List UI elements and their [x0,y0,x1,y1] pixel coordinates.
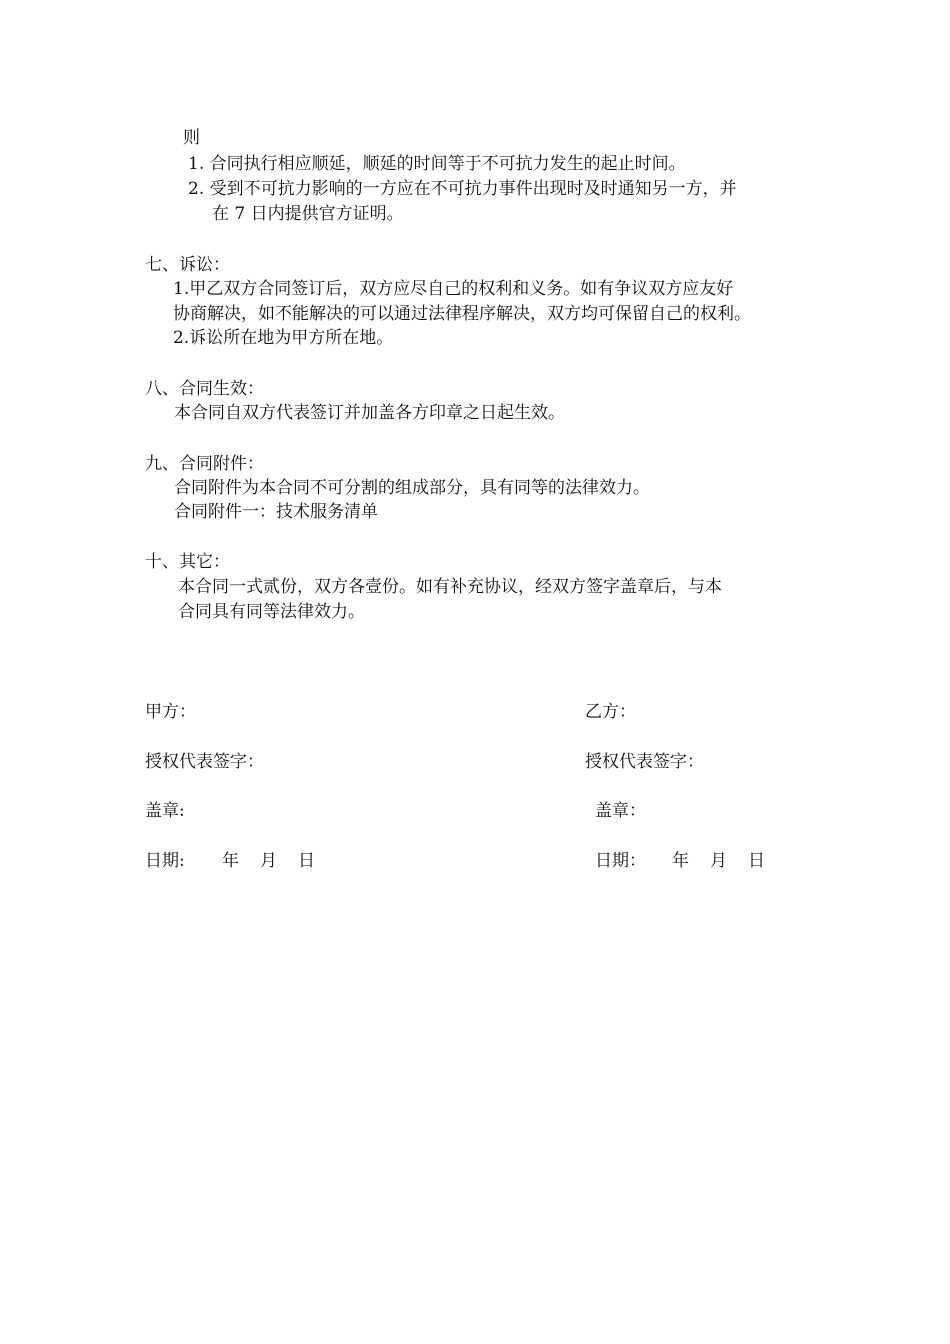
party-b-label: 乙方： [585,702,636,722]
party-b-date-month: 月 [710,851,727,871]
section-10-body-line-2: 合同具有同等法律效力。 [178,602,365,622]
force-majeure-tail: 则 [183,128,200,148]
force-majeure-item-2-line-2: 在 7 日内提供官方证明。 [212,204,404,224]
party-a-date-month: 月 [260,851,277,871]
party-b-seal-label: 盖章： [595,801,646,821]
section-8-heading: 八、合同生效： [145,379,264,399]
section-7-item-1-line-1: 1.甲乙双方合同签订后，双方应尽自己的权利和义务。如有争议双方应友好 [173,279,734,299]
party-b-rep-signature-label: 授权代表签字： [585,752,704,772]
party-a-label: 甲方： [145,702,196,722]
party-b-date-day: 日 [748,851,765,871]
section-9-body: 合同附件为本合同不可分割的组成部分，具有同等的法律效力。 [174,478,650,498]
section-8-body: 本合同自双方代表签订并加盖各方印章之日起生效。 [174,403,565,423]
section-9-attachment: 合同附件一：技术服务清单 [174,502,378,522]
party-a-date-label: 日期: [145,851,185,871]
party-a-rep-signature-label: 授权代表签字： [145,752,264,772]
section-10-body-line-1: 本合同一式贰份，双方各壹份。如有补充协议，经双方签字盖章后，与本 [178,577,722,597]
section-7-item-1-line-2: 协商解决，如不能解决的可以通过法律程序解决，双方均可保留自己的权利。 [173,304,751,324]
party-b-date-year: 年 [672,851,689,871]
section-7-item-2: 2.诉讼所在地为甲方所在地。 [173,328,394,348]
force-majeure-item-2-line-1: 2. 受到不可抗力影响的一方应在不可抗力事件出现时及时通知另一方，并 [188,179,737,199]
section-10-heading: 十、其它： [145,552,230,572]
party-a-date-year: 年 [222,851,239,871]
party-a-seal-label: 盖章: [145,801,185,821]
section-7-heading: 七、诉讼： [145,255,230,275]
section-9-heading: 九、合同附件： [145,454,264,474]
party-a-date-day: 日 [298,851,315,871]
force-majeure-item-1: 1. 合同执行相应顺延，顺延的时间等于不可抗力发生的起止时间。 [188,154,686,174]
party-b-date-label: 日期： [595,851,646,871]
